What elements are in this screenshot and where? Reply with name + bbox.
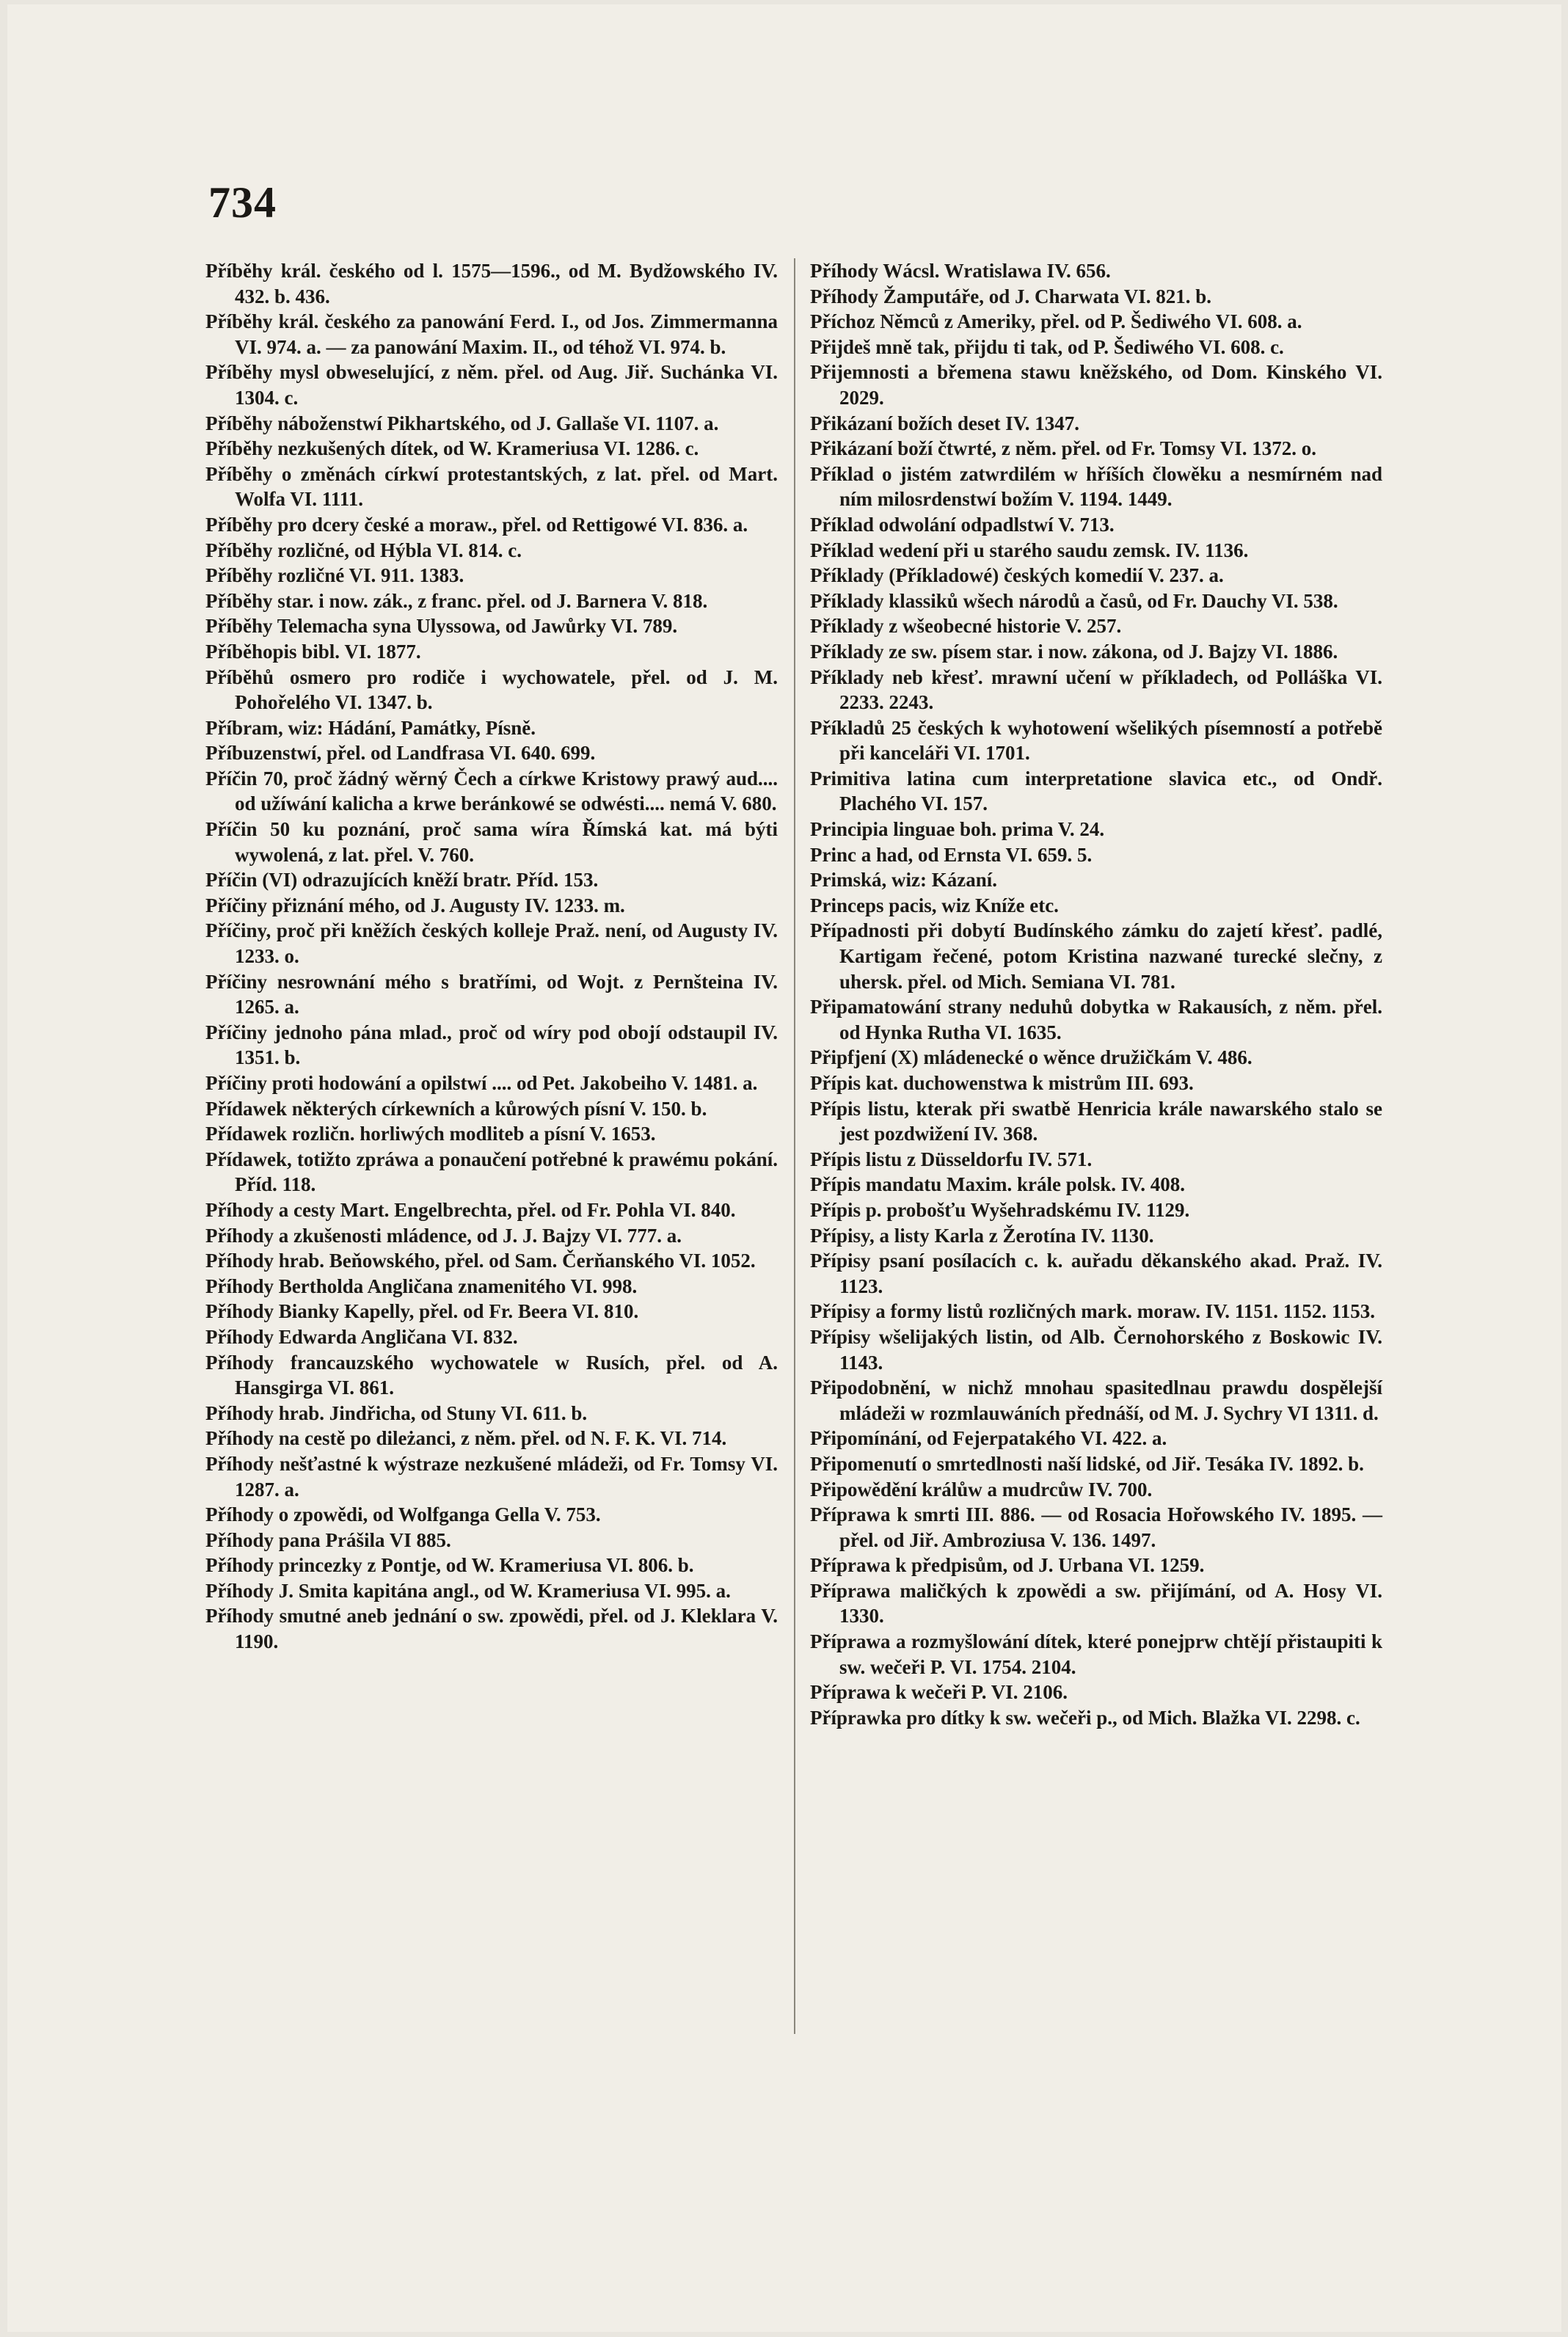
index-entry: Přídawek některých církewních a kůrowých písní V. 150. b. bbox=[205, 1097, 707, 1120]
index-column-left bbox=[205, 258, 778, 1655]
index-entry: Příprawka pro dítky k sw. wečeři p., od Mich. Blažka VI. 2298. c. bbox=[810, 1706, 1360, 1729]
index-entry: Příhody Bianky Kapelly, přel. od Fr. Beera VI. 810. bbox=[205, 1300, 639, 1323]
index-entry: Přípis p. probošťu Wyšehradskému IV. 1129. bbox=[810, 1198, 1190, 1221]
index-entry: Připfjení (X) mládenecké o wěnce družičkám V. 486. bbox=[810, 1046, 1252, 1069]
index-entry: Připowědění králůw a mudrcůw IV. 700. bbox=[810, 1478, 1153, 1501]
index-entry: Příběhy náboženstwí Pikhartského, od J. Gallaše VI. 1107. a. bbox=[205, 412, 719, 434]
index-entry: Přijdeš mně tak, přijdu ti tak, od P. Šediwého VI. 608. c. bbox=[810, 335, 1284, 358]
index-entry: Příběhy o změnách církwí protestantských, z lat. přel. od Mart. Wolfa VI. 1111. bbox=[205, 462, 778, 511]
page-number: 734 bbox=[208, 178, 277, 227]
index-entry: Příběhy rozličné VI. 911. 1383. bbox=[205, 564, 464, 587]
index-entry: Příprawa k smrti III. 886. — od Rosacia Hořowského IV. 1895. — přel. od Jiř. Ambroziusa V. 136. 1497. bbox=[810, 1503, 1382, 1551]
index-entry: Příběhy pro dcery české a moraw., přel. od Rettigowé VI. 836. a. bbox=[205, 513, 748, 536]
index-entry: Příklady neb křesť. mrawní učení w příkladech, od Polláška VI. 2233. 2243. bbox=[810, 666, 1382, 714]
index-entry: Připodobnění, w nichž mnohau spasitedlnau prawdu dospělejší mládeži w rozmlauwáních přednáší, od M. J. Sychry VI 1311. d. bbox=[810, 1377, 1382, 1424]
index-entry: Přikázaní božích deset IV. 1347. bbox=[810, 412, 1080, 434]
index-entry: Příhody Wácsl. Wratislawa IV. 656. bbox=[810, 260, 1111, 282]
index-entry: Příhody princezky z Pontje, od W. Krameriusa VI. 806. b. bbox=[205, 1554, 694, 1577]
index-entry: Příhody smutné aneb jednání o sw. zpowědi, přel. od J. Kleklara V. 1190. bbox=[205, 1605, 778, 1653]
index-entry: Případnosti při dobytí Budínského zámku do zajetí křesť. padlé, Kartigam řečené, potom Kristina nazwané turecké slečny, z uhersk. přel. od Mich. Semiana VI. 781. bbox=[810, 919, 1382, 993]
index-entry: Připomenutí o smrtedlnosti naší lidské, od Jiř. Tesáka IV. 1892. b. bbox=[810, 1452, 1364, 1475]
index-entry: Přípis listu, kterak při swatbě Henricia krále nawarského stalo se jest pozdwižení IV. 368. bbox=[810, 1097, 1382, 1145]
index-entry: Příčiny, proč při kněžích českých kolleje Praž. není, od Augusty IV. 1233. o. bbox=[205, 919, 778, 968]
index-entry: Primitiva latina cum interpretatione slavica etc., od Ondř. Plachého VI. 157. bbox=[810, 767, 1382, 815]
index-entry: Přikázaní boží čtwrté, z něm. přel. od Fr. Tomsy VI. 1372. o. bbox=[810, 437, 1316, 460]
index-entry: Přípis mandatu Maxim. krále polsk. IV. 408. bbox=[810, 1173, 1186, 1196]
index-entry: Přípisy psaní posílacích c. k. auřadu děkanského akad. Praž. IV. 1123. bbox=[810, 1250, 1382, 1297]
index-entry: Příhody Edwarda Angličana VI. 832. bbox=[205, 1325, 518, 1348]
index-entry: Příhody francauzského wychowatele w Rusích, přel. od A. Hansgirga VI. 861. bbox=[205, 1351, 778, 1399]
index-entry: Připomínání, od Fejerpatakého VI. 422. a. bbox=[810, 1427, 1167, 1450]
index-entry: Příhody J. Smita kapitána angl., od W. Krameriusa VI. 995. a. bbox=[205, 1579, 731, 1602]
index-entry: Připamatowání strany neduhů dobytka w Rakausích, z něm. přel. od Hynka Rutha VI. 1635. bbox=[810, 996, 1382, 1043]
index-entry: Příčiny jednoho pána mlad., proč od wíry pod obojí odstaupil IV. 1351. b. bbox=[205, 1021, 778, 1069]
index-entry: Příhody Bertholda Angličana znamenitého VI. 998. bbox=[205, 1275, 638, 1297]
index-entry: Princeps pacis, wiz Kníže etc. bbox=[810, 894, 1059, 916]
index-entry: Příběhy mysl obweselující, z něm. přel. od Aug. Jiř. Suchánka VI. 1304. c. bbox=[205, 361, 778, 409]
index-entry: Příčin 70, proč žádný wěrný Čech a církwe Kristowy prawý aud.... od užíwání kalicha a krwe beránkowé se odwésti.... nemá V. 680. bbox=[205, 767, 778, 815]
index-entry: Primská, wiz: Kázaní. bbox=[810, 869, 997, 892]
index-entry: Příbram, wiz: Hádání, Památky, Písně. bbox=[205, 716, 536, 739]
index-entry: Přípisy, a listy Karla z Žerotína IV. 1130. bbox=[810, 1224, 1154, 1247]
index-entry: Příklad wedení při u starého saudu zemsk. IV. 1136. bbox=[810, 539, 1249, 561]
index-entry: Příprawa k předpisům, od J. Urbana VI. 1259. bbox=[810, 1554, 1205, 1577]
index-entry: Příhody Žamputáře, od J. Charwata VI. 821. b. bbox=[810, 285, 1212, 307]
index-entry: Příklad odwolání odpadlstwí V. 713. bbox=[810, 513, 1115, 536]
index-entry: Příprawa k wečeři P. VI. 2106. bbox=[810, 1681, 1068, 1704]
index-entry: Příběhy star. i now. zák., z franc. přel. od J. Barnera V. 818. bbox=[205, 589, 708, 612]
index-entry: Příklady ze sw. písem star. i now. zákona, od J. Bajzy VI. 1886. bbox=[810, 640, 1338, 663]
index-entry: Příklady z wšeobecné historie V. 257. bbox=[810, 615, 1122, 638]
index-entry: Přípis listu z Düsseldorfu IV. 571. bbox=[810, 1148, 1093, 1170]
index-entry: Příhody hrab. Jindřicha, od Stuny VI. 611. b. bbox=[205, 1401, 588, 1424]
index-entry: Příbuzenstwí, přel. od Landfrasa VI. 640. 699. bbox=[205, 742, 596, 765]
index-entry: Příprawa a rozmyšlowání dítek, které ponejprw chtějí přistaupiti k sw. wečeři P. VI. 1754. 2104. bbox=[810, 1630, 1382, 1678]
index-entry: Příčiny nesrownání mého s bratřími, od Wojt. z Pernšteina IV. 1265. a. bbox=[205, 970, 778, 1018]
column-divider bbox=[794, 258, 795, 2034]
index-entry: Příčiny přiznání mého, od J. Augusty IV. 1233. m. bbox=[205, 894, 625, 916]
index-entry: Příčiny proti hodowání a opilstwí .... od Pet. Jakobeiho V. 1481. a. bbox=[205, 1072, 758, 1094]
index-entry: Princ a had, od Ernsta VI. 659. 5. bbox=[810, 843, 1093, 866]
index-entry: Příhody a cesty Mart. Engelbrechta, přel. od Fr. Pohla VI. 840. bbox=[205, 1198, 736, 1221]
index-entry: Příhody pana Prášila VI 885. bbox=[205, 1528, 451, 1551]
index-column-right bbox=[810, 258, 1382, 1730]
index-entry: Přijemnosti a břemena stawu kněžského, od Dom. Kinského VI. 2029. bbox=[810, 361, 1382, 409]
index-entry: Příběhy král. českého od l. 1575—1596., od M. Bydžowského IV. 432. b. 436. bbox=[205, 260, 778, 307]
index-entry: Příhody nešťastné k wýstraze nezkušené mládeži, od Fr. Tomsy VI. 1287. a. bbox=[205, 1452, 778, 1501]
index-entry: Příběhy král. českého za panowání Ferd. I., od Jos. Zimmermanna VI. 974. a. — za panowání Maxim. II., od téhož VI. 974. b. bbox=[205, 310, 778, 358]
index-entry: Příběhů osmero pro rodiče i wychowatele, přel. od J. M. Pohořelého VI. 1347. b. bbox=[205, 666, 778, 714]
index-entry: Příchoz Němců z Ameriky, přel. od P. Šediwého VI. 608. a. bbox=[810, 310, 1302, 333]
index-entry: Příklady (Příkladowé) českých komedií V. 237. a. bbox=[810, 564, 1224, 587]
index-entry: Principia linguae boh. prima V. 24. bbox=[810, 818, 1105, 841]
index-entry: Přípis kat. duchowenstwa k mistrům III. 693. bbox=[810, 1072, 1194, 1094]
index-entry: Příběhy Telemacha syna Ulyssowa, od Jawůrky VI. 789. bbox=[205, 615, 678, 638]
index-entry: Příčin 50 ku poznání, proč sama wíra Římská kat. má býti wywolená, z lat. přel. V. 760. bbox=[205, 818, 778, 866]
index-entry: Příběhy rozličné, od Hýbla VI. 814. c. bbox=[205, 539, 522, 561]
index-entry: Příklady klassiků wšech národů a časů, od Fr. Dauchy VI. 538. bbox=[810, 589, 1338, 612]
index-entry: Příběhy nezkušených dítek, od W. Krameriusa VI. 1286. c. bbox=[205, 437, 699, 460]
index-entry: Příčin (VI) odrazujících kněží bratr. Příd. 153. bbox=[205, 869, 599, 892]
index-entry: Příprawa maličkých k zpowědi a sw. přijímání, od A. Hosy VI. 1330. bbox=[810, 1579, 1382, 1627]
index-entry: Příklad o jistém zatwrdilém w hříších člowěku a nesmírném nad ním milosrdenstwí božím V. 1194. 1449. bbox=[810, 462, 1382, 511]
index-entry: Přídawek, totižto zpráwa a ponaučení potřebné k prawému pokání. Příd. 118. bbox=[205, 1148, 778, 1196]
index-entry: Příhody hrab. Beňowského, přel. od Sam. Čerňanského VI. 1052. bbox=[205, 1250, 756, 1272]
index-entry: Příhody na cestě po dileżanci, z něm. přel. od N. F. K. VI. 714. bbox=[205, 1427, 727, 1450]
index-entry: Přídawek rozličn. horliwých modliteb a písní V. 1653. bbox=[205, 1123, 656, 1145]
index-entry: Příhody a zkušenosti mládence, od J. J. Bajzy VI. 777. a. bbox=[205, 1224, 682, 1247]
index-entry: Přípisy wšelijakých listin, od Alb. Černohorského z Boskowic IV. 1143. bbox=[810, 1325, 1382, 1374]
index-entry: Příhody o zpowědi, od Wolfganga Gella V. 753. bbox=[205, 1503, 601, 1526]
index-entry: Příkladů 25 českých k wyhotowení wšelikých písemností a potřebě při kanceláři VI. 1701. bbox=[810, 716, 1382, 765]
index-entry: Příběhopis bibl. VI. 1877. bbox=[205, 640, 421, 663]
index-entry: Přípisy a formy listů rozličných mark. moraw. IV. 1151. 1152. 1153. bbox=[810, 1300, 1376, 1323]
